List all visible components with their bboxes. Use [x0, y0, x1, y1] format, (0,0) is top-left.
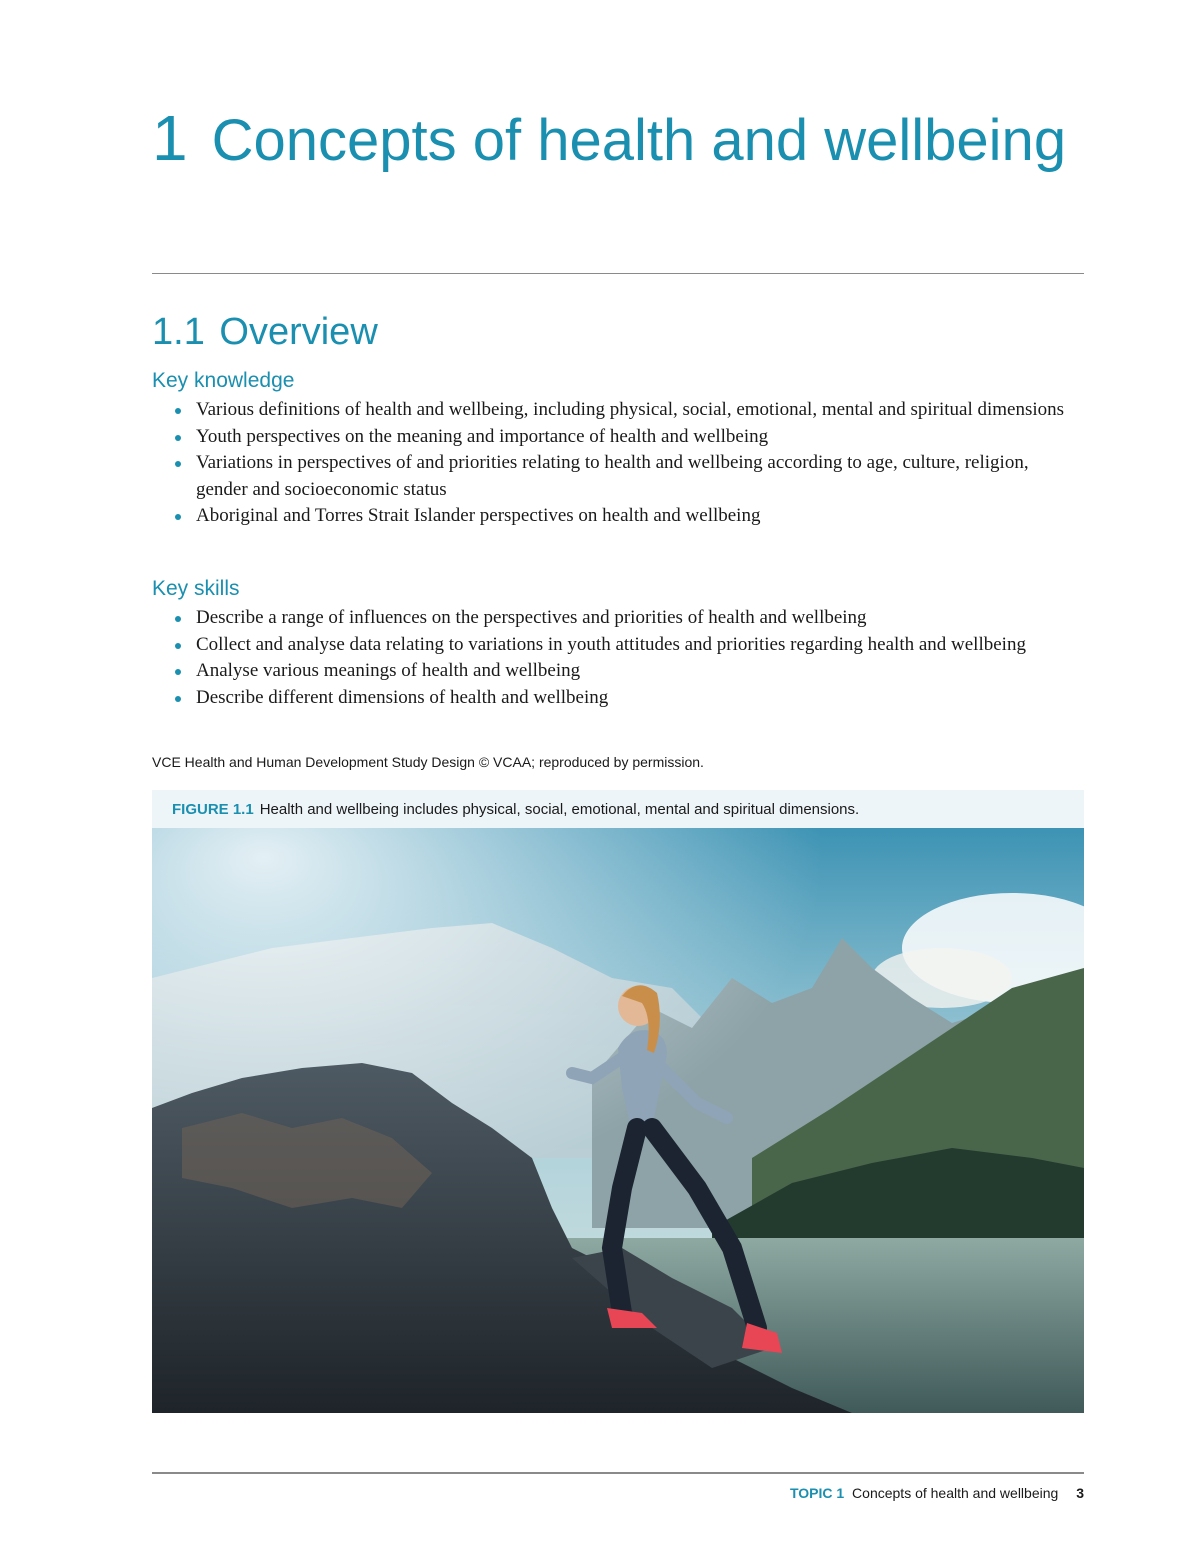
list-item-text: Describe a range of influences on the perspectives and priorities of health and wellbeing [196, 607, 867, 628]
list-item [152, 397, 1084, 424]
key-knowledge-list [152, 397, 1084, 530]
footer-divider [152, 1472, 1084, 1474]
footer-topic-title: Concepts of health and wellbeing [852, 1485, 1059, 1501]
key-knowledge-heading: Key knowledge [152, 369, 295, 392]
figure-image [152, 828, 1084, 1413]
bullet-icon [175, 643, 181, 649]
mountain-runner-photo [152, 828, 1084, 1413]
footer-topic-label: TOPIC 1 [789, 1485, 845, 1501]
list-item-text: Youth perspectives on the meaning and importance of health and wellbeing [196, 425, 769, 447]
list-item [152, 685, 1084, 712]
figure-label: FIGURE 1.1 [172, 801, 254, 818]
list-item [152, 450, 1084, 503]
bullet-icon [175, 669, 181, 675]
permission-note: VCE Health and Human Development Study Design © VCAA; reproduced by permission. [152, 754, 704, 770]
bullet-icon [175, 696, 181, 702]
bullet-icon [175, 514, 181, 520]
section-number: 1.1 [152, 311, 205, 353]
list-item-text: Variations in perspectives of and priorities relating to health and wellbeing according to age, culture, religion, gender and socioeconomic status [196, 452, 1029, 500]
list-item [152, 605, 1084, 632]
list-item [152, 632, 1084, 659]
list-item-text: Various definitions of health and wellbeing, including physical, social, emotional, mental and spiritual dimensions [196, 399, 1065, 420]
chapter-title-text: Concepts of health and wellbeing [211, 108, 1067, 173]
list-item [152, 658, 1084, 685]
figure-caption-box [152, 790, 1084, 828]
chapter-divider [152, 273, 1084, 274]
chapter-title [152, 100, 1084, 179]
bullet-icon [175, 435, 181, 441]
bullet-icon [175, 616, 181, 622]
list-item-text: Aboriginal and Torres Strait Islander perspectives on health and wellbeing [196, 505, 761, 526]
key-skills-heading: Key skills [152, 577, 240, 600]
chapter-number: 1 [152, 102, 188, 174]
key-skills-list [152, 605, 1084, 711]
section-title [152, 308, 378, 356]
figure-caption-text: Health and wellbeing includes physical, social, emotional, mental and spiritual dimensions. [259, 801, 860, 818]
list-item-text: Analyse various meanings of health and wellbeing [196, 660, 581, 681]
bullet-icon [175, 461, 181, 467]
bullet-icon [175, 408, 181, 414]
list-item-text: Collect and analyse data relating to variations in youth attitudes and priorities regarding health and wellbeing [196, 633, 1026, 655]
list-item [152, 424, 1084, 451]
list-item-text: Describe different dimensions of health and wellbeing [196, 686, 609, 708]
page-footer [790, 1483, 1084, 1503]
page-number: 3 [1076, 1485, 1084, 1501]
list-item [152, 503, 1084, 530]
figure-caption [172, 801, 859, 819]
section-title-text: Overview [219, 311, 378, 353]
